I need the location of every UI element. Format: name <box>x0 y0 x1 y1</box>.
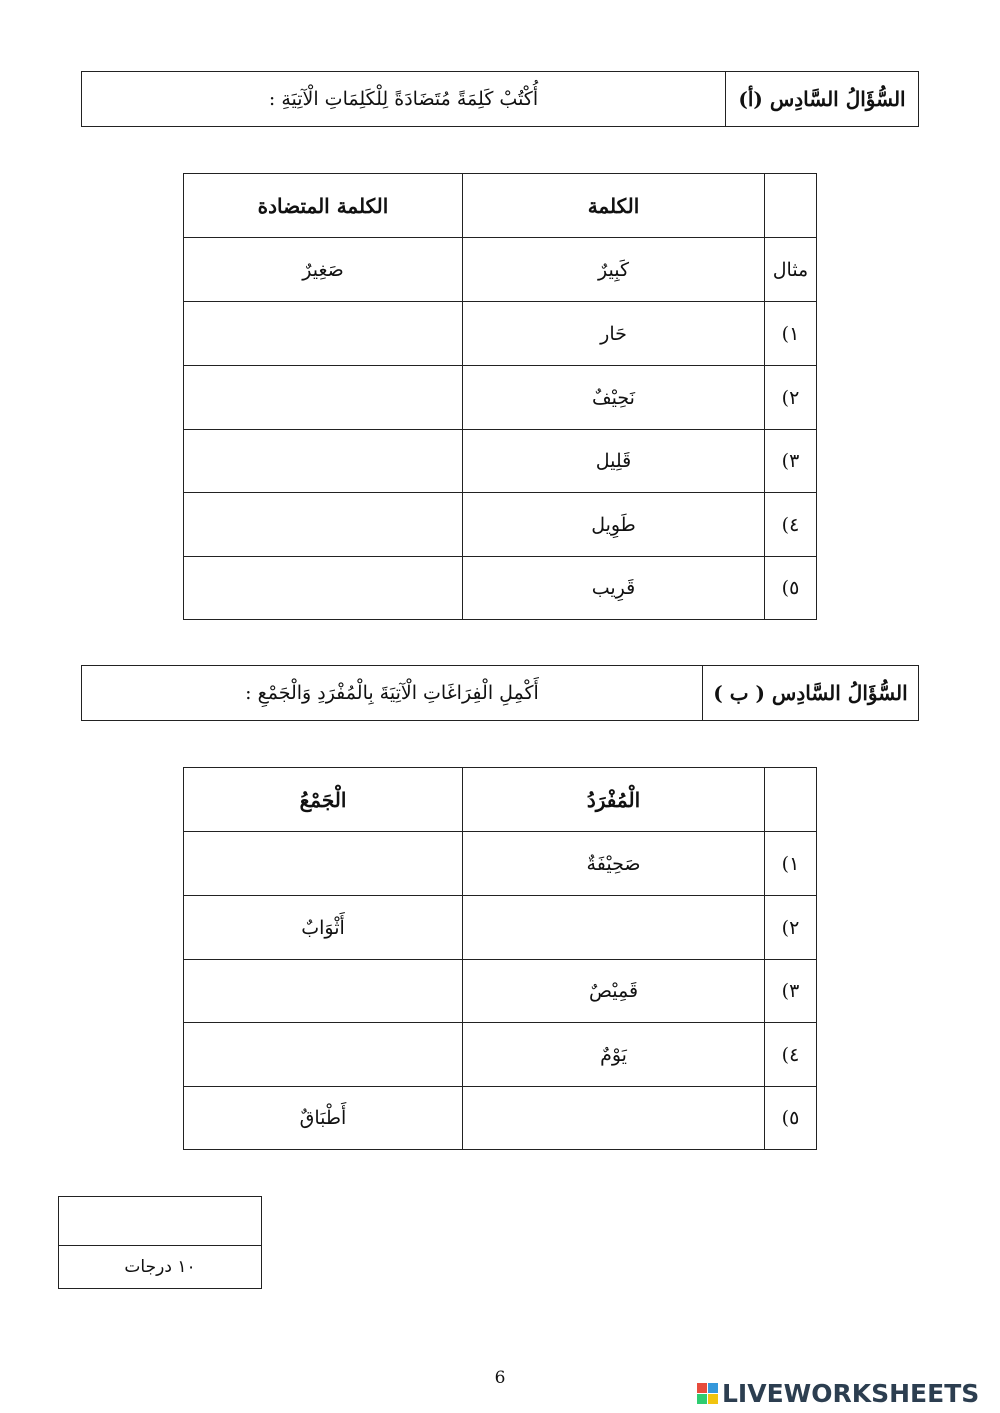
question-6a-instruction: أُكْتُبْ كَلِمَةً مُتَضَادَةً لِلْكَلِمَاتِ الْآتِيَةِ : <box>268 88 539 110</box>
table-row <box>184 960 817 1023</box>
score-box <box>58 1196 262 1289</box>
singular-cell: يَوْمٌ <box>463 1023 765 1087</box>
opposite-cell: صَغِيرٌ <box>184 238 463 302</box>
plural-cell: أَطْبَاقٌ <box>184 1087 463 1150</box>
row-number: ٤) <box>765 1023 817 1087</box>
plural-cell: أَثْوَابٌ <box>184 896 463 960</box>
logo-grid-icon <box>697 1383 718 1404</box>
table-row <box>184 366 817 430</box>
plural-answer-field[interactable] <box>184 1023 463 1087</box>
opposite-answer-field[interactable] <box>184 557 463 620</box>
logo-square-3 <box>697 1394 707 1404</box>
logo-square-1 <box>697 1383 707 1393</box>
row-number: ٥) <box>765 1087 817 1150</box>
question-6a-header <box>81 71 919 127</box>
singular-answer-field[interactable] <box>463 896 765 960</box>
number-header <box>765 768 817 832</box>
table-row <box>184 238 817 302</box>
table-row <box>184 1087 817 1150</box>
table-row <box>184 1023 817 1087</box>
score-input-area <box>59 1197 261 1246</box>
logo-square-2 <box>708 1383 718 1393</box>
question-6a-title: السُّؤَالُ السَّادِس (أ) <box>725 72 918 126</box>
singular-cell: قَمِيْصٌ <box>463 960 765 1023</box>
word-cell: قَلِيل <box>463 430 765 493</box>
opposite-answer-field[interactable] <box>184 430 463 493</box>
row-number: ٢) <box>765 896 817 960</box>
singular-cell: صَحِيْفَةٌ <box>463 832 765 896</box>
row-number: ١) <box>765 302 817 366</box>
table-header-row <box>184 174 817 238</box>
logo-square-4 <box>708 1394 718 1404</box>
question-6b-header <box>81 665 919 721</box>
row-number: مثال <box>765 238 817 302</box>
brand-name: LIVEWORKSHEETS <box>722 1378 980 1408</box>
row-number: ٥) <box>765 557 817 620</box>
table-row <box>184 832 817 896</box>
plural-header: الْجَمْعُ <box>184 768 463 832</box>
opposite-answer-field[interactable] <box>184 493 463 557</box>
word-cell: طَوِيل <box>463 493 765 557</box>
singular-plural-table <box>183 767 817 1150</box>
table-row <box>184 557 817 620</box>
row-number: ٤) <box>765 493 817 557</box>
singular-header: الْمُفْرَدُ <box>463 768 765 832</box>
question-6b-instruction: أَكْمِلِ الْفِرَاغَاتِ الْآتِيَةَ بِالْمُفْرَدِ وَالْجَمْعِ : <box>245 682 539 704</box>
opposite-header: الكلمة المتضادة <box>184 174 463 238</box>
row-number: ٣) <box>765 430 817 493</box>
opposite-answer-field[interactable] <box>184 366 463 430</box>
row-number: ٣) <box>765 960 817 1023</box>
question-6b-title: السُّؤَالُ السَّادِس ( ب ) <box>702 666 918 720</box>
table-header-row <box>184 768 817 832</box>
table-row <box>184 493 817 557</box>
liveworksheets-logo <box>697 1378 997 1408</box>
table-row <box>184 896 817 960</box>
opposites-table <box>183 173 817 620</box>
table-row <box>184 302 817 366</box>
word-header: الكلمة <box>463 174 765 238</box>
number-header <box>765 174 817 238</box>
singular-answer-field[interactable] <box>463 1087 765 1150</box>
word-cell: قَرِيب <box>463 557 765 620</box>
word-cell: كَبِيرٌ <box>463 238 765 302</box>
row-number: ٢) <box>765 366 817 430</box>
plural-answer-field[interactable] <box>184 960 463 1023</box>
plural-answer-field[interactable] <box>184 832 463 896</box>
page-number: 6 <box>494 1368 506 1388</box>
opposite-answer-field[interactable] <box>184 302 463 366</box>
row-number: ١) <box>765 832 817 896</box>
table-row <box>184 430 817 493</box>
score-label: ١٠ درجات <box>124 1257 196 1277</box>
word-cell: حَار <box>463 302 765 366</box>
word-cell: نَحِيْفٌ <box>463 366 765 430</box>
